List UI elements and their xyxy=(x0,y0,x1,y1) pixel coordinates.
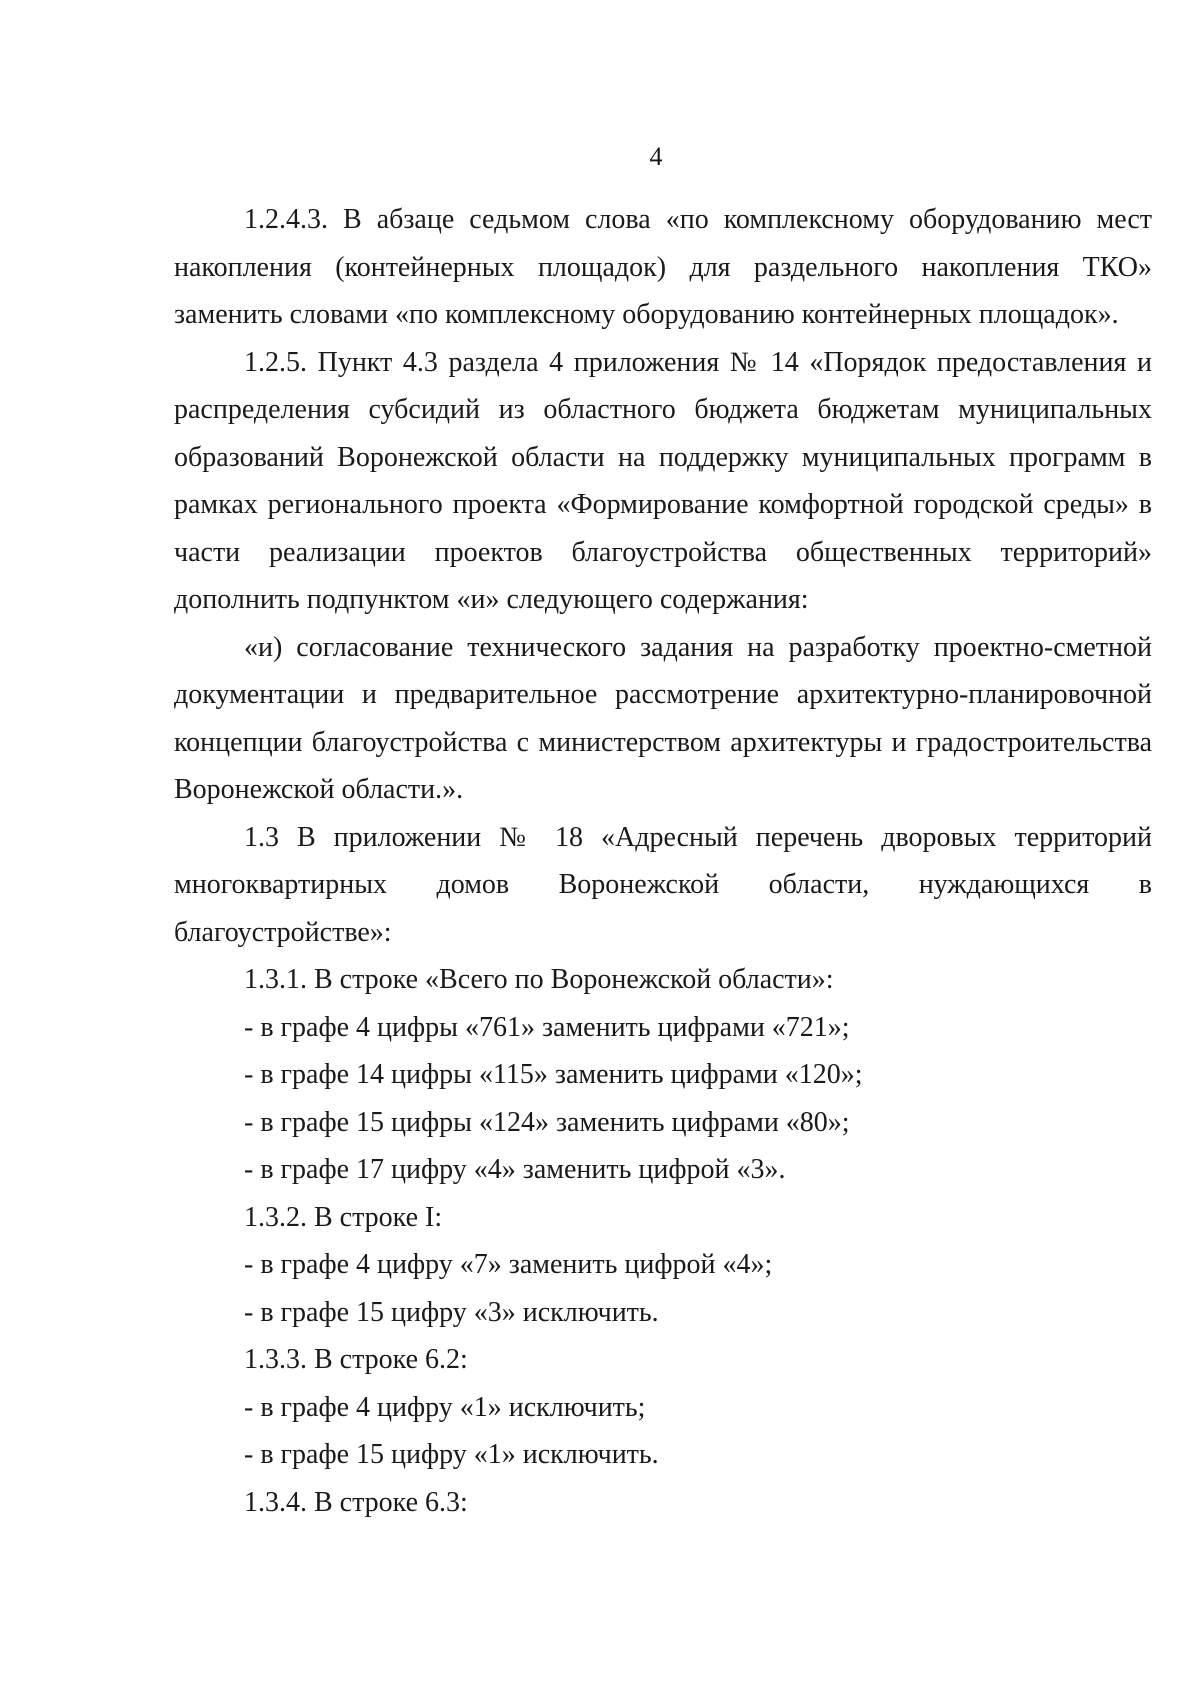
amendment-line: - в графе 4 цифры «761» заменить цифрами «721»; xyxy=(244,1011,850,1043)
paragraph-1-2-4-3: 1.2.4.3. В абзаце седьмом слова «по комплексному оборудованию мест накопления (контейнерных площадок) для раздельного накопления ТКО» заменить словами «по комплексному оборудованию контейнерных площадок». xyxy=(174,204,1152,330)
line-1-3-1: 1.3.1. В строке «Всего по Воронежской области»: xyxy=(244,964,834,995)
amendment-line: - в графе 4 цифру «7» заменить цифрой «4»; xyxy=(244,1249,773,1280)
amendment-line: - в графе 14 цифры «115» заменить цифрами «120»; xyxy=(244,1059,863,1090)
line-1-3-4: 1.3.4. В строке 6.3: xyxy=(244,1486,468,1518)
paragraph-1-2-5: 1.2.5. Пункт 4.3 раздела 4 приложения № 14 «Порядок предоставления и распределения субсидий из областного бюджета бюджетам муниципальных образований Воронежской области на поддержку муниципальных программ в рамках регионального проекта «Формирование комфортной городской среды» в части реализации проектов благоустройства общественных территорий» дополнить подпунктом «и» следующего содержания: xyxy=(174,346,1152,615)
paragraph-subitem-i: «и) согласование технического задания на разработку проектно-сметной документации и предварительное рассмотрение архитектурно-планировочной концепции благоустройства с министерством архитектуры и градостроительства Воронежской области.». xyxy=(174,631,1152,805)
amendment-line: - в графе 17 цифру «4» заменить цифрой «3». xyxy=(244,1154,786,1185)
page-number: 4 xyxy=(649,142,663,171)
amendment-line: - в графе 15 цифры «124» заменить цифрами «80»; xyxy=(244,1106,850,1138)
line-1-3-2: 1.3.2. В строке I: xyxy=(244,1201,443,1233)
line-1-3-3: 1.3.3. В строке 6.2: xyxy=(244,1344,468,1375)
document-body xyxy=(174,196,1152,1526)
amendment-line: - в графе 15 цифру «1» исключить. xyxy=(244,1439,659,1470)
amendment-line: - в графе 4 цифру «1» исключить; xyxy=(244,1391,646,1423)
paragraph-1-3: 1.3 В приложении № 18 «Адресный перечень дворовых территорий многоквартирных домов Воронежской области, нуждающихся в благоустройстве»: xyxy=(174,821,1152,948)
amendment-line: - в графе 15 цифру «3» исключить. xyxy=(244,1296,659,1328)
